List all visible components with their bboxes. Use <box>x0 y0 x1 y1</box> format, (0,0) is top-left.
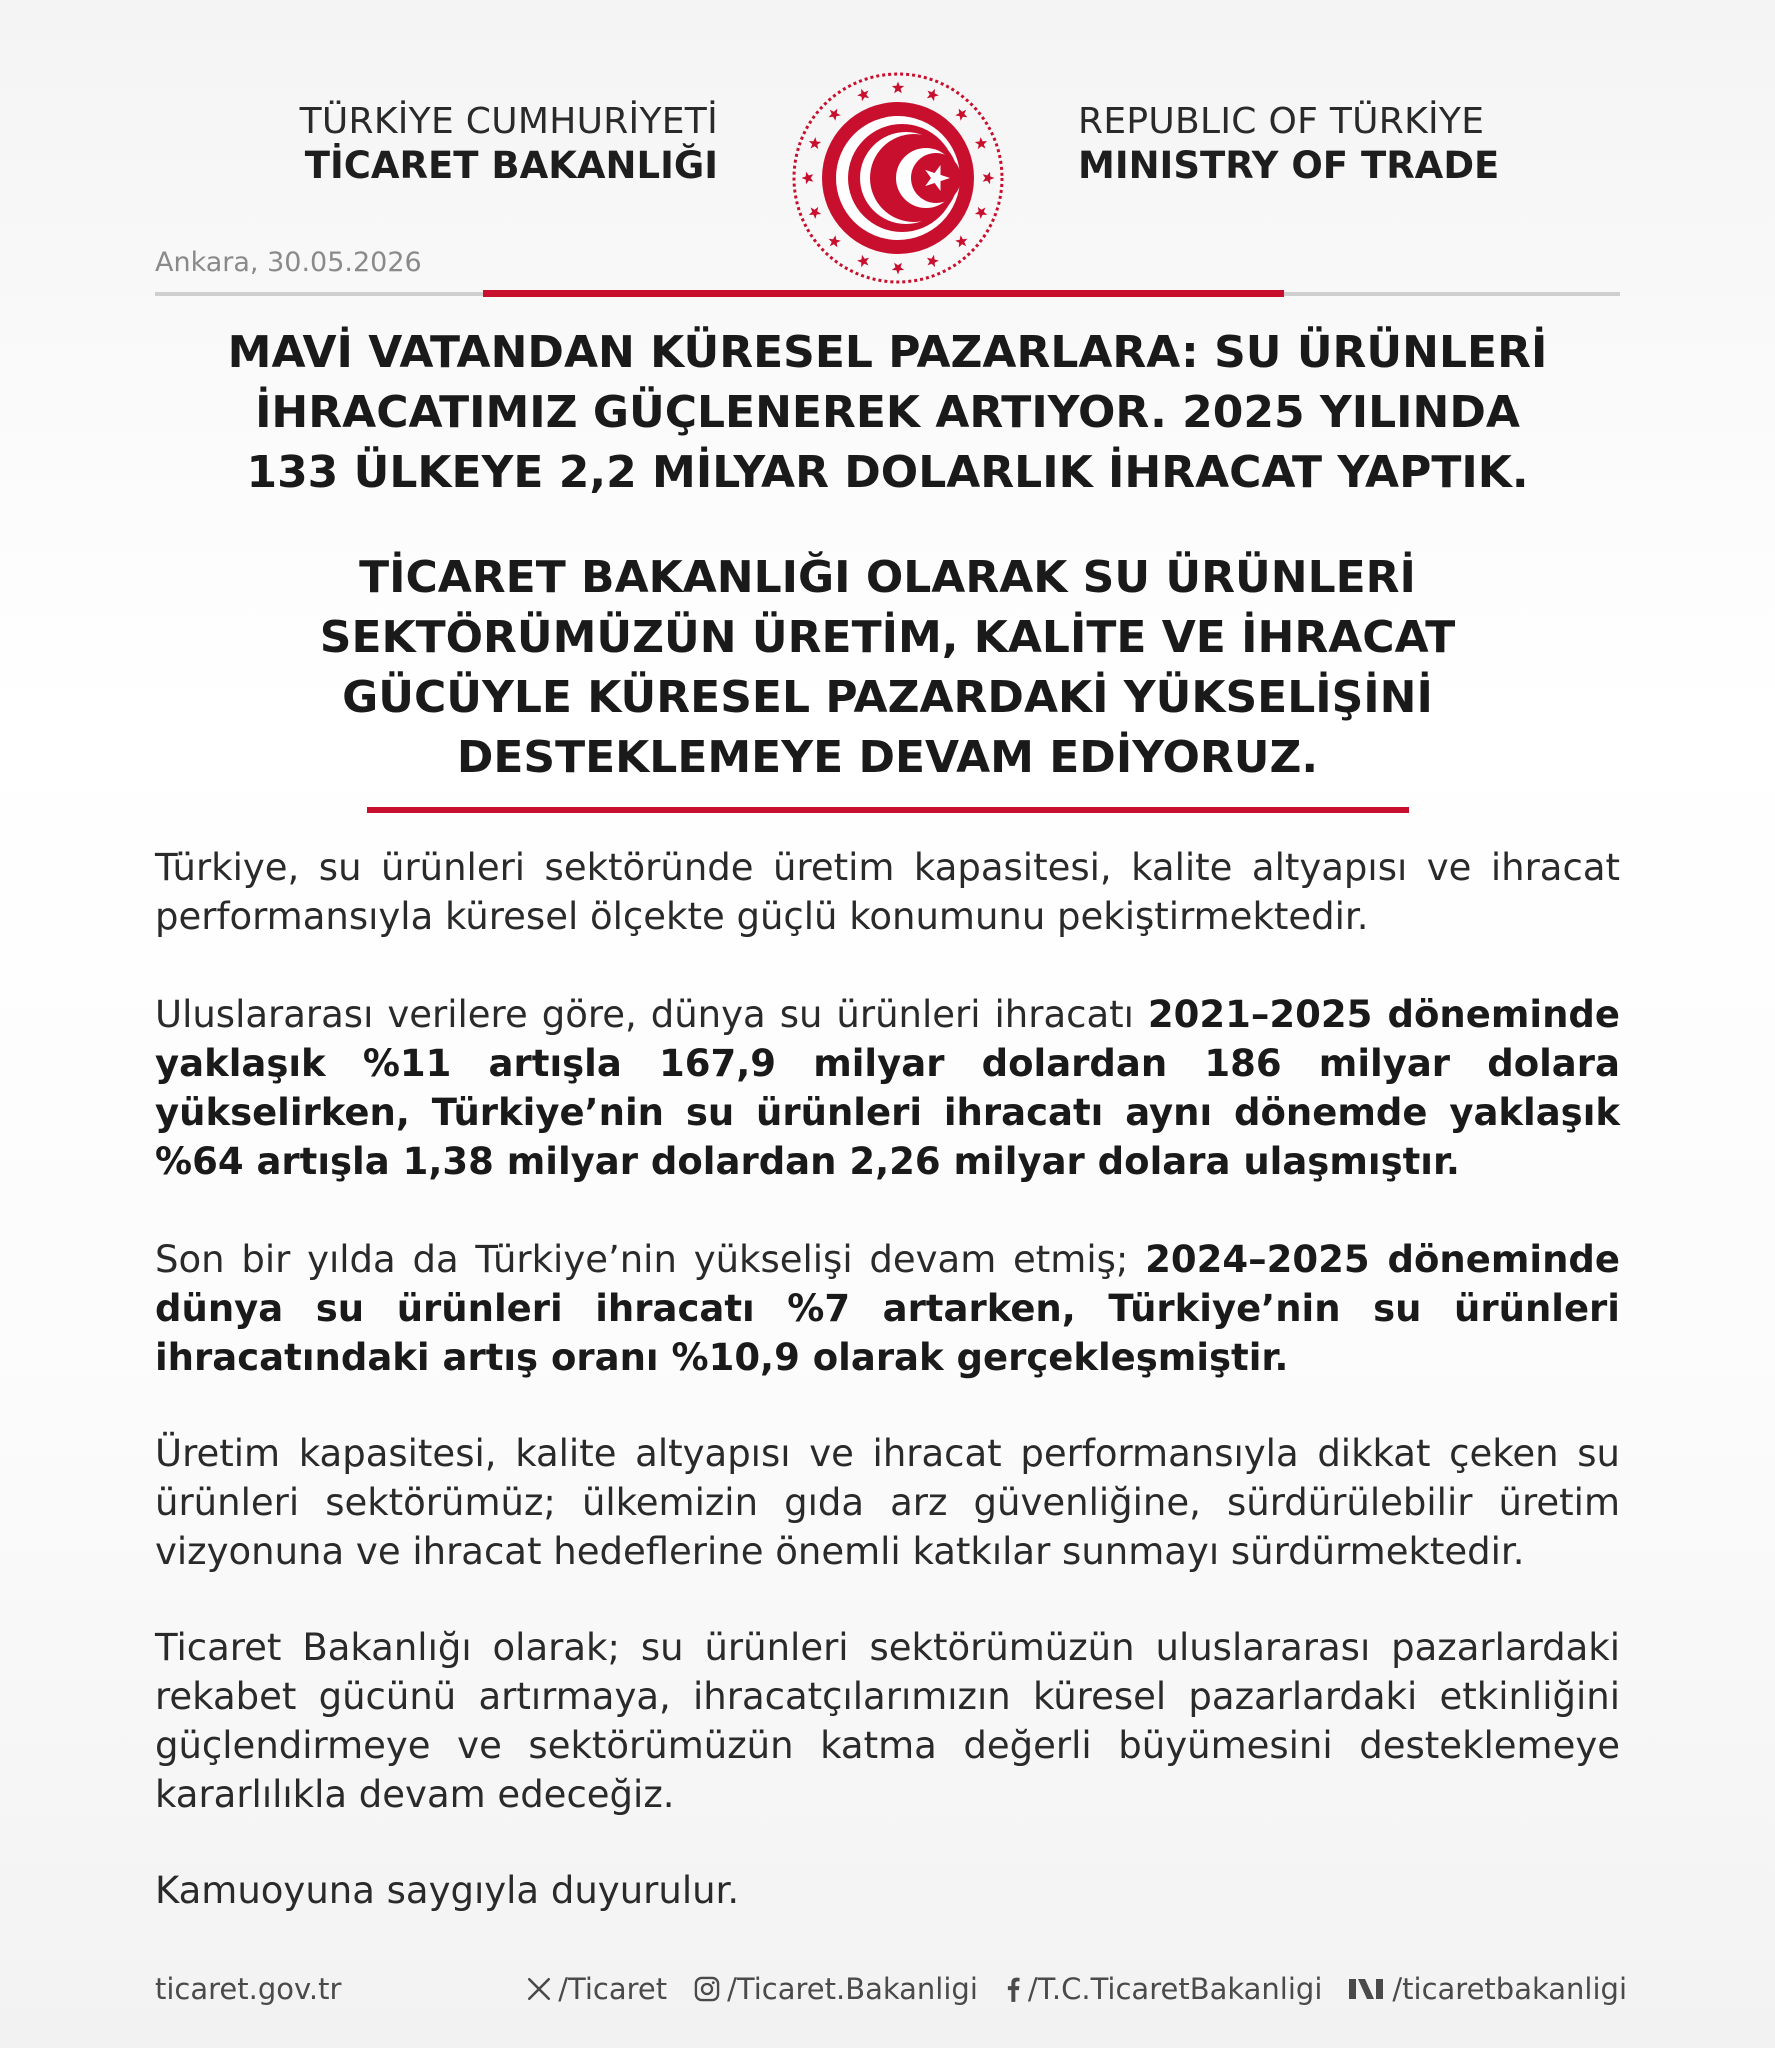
footer <box>0 1968 1775 2018</box>
ministry-name-tr: TİCARET BAKANLIĞI <box>304 144 718 187</box>
paragraph-2-emphasis: 2021–2025 döneminde yaklaşık %11 artışla 167,9 milyar dolardan 186 milyar dolara yükselirken, Türkiye’nin su ürünleri ihracatı aynı dönemde yaklaşık %64 artışla 1,38 milyar dolardan 2,26 milyar dolara ulaşmıştır. <box>155 993 1620 1183</box>
x-icon <box>526 1976 552 2002</box>
paragraph-3-emphasis: 2024–2025 döneminde dünya su ürünleri ihracatı %7 artarken, Türkiye’nin su ürünleri ihracatındaki artış oranı %10,9 olarak gerçekleşmiştir. <box>155 1238 1620 1379</box>
emblem-star <box>802 172 814 184</box>
facebook-handle: /T.C.TicaretBakanligi <box>1027 1972 1323 2006</box>
social-links <box>526 1972 1627 2006</box>
headline-line: 133 ÜLKEYE 2,2 MİLYAR DOLARLIK İHRACAT YAPTIK. <box>246 447 1529 498</box>
emblem-star <box>857 89 869 101</box>
instagram-handle: /Ticaret.Bakanligi <box>727 1972 978 2006</box>
sub-headline <box>120 548 1655 788</box>
paragraph-3-text: Son bir yılda da Türkiye’nin yükselişi devam etmiş; <box>155 1238 1146 1281</box>
letterhead <box>0 70 1775 250</box>
emblem-star <box>892 82 904 94</box>
emblem-star <box>829 109 841 121</box>
republic-name-tr: TÜRKİYE CUMHURİYETİ <box>299 101 718 142</box>
paragraph-2 <box>155 990 1620 1186</box>
emblem-star <box>975 207 987 219</box>
x-link[interactable] <box>526 1972 667 2006</box>
headline-line: TİCARET BAKANLIĞI OLARAK SU ÜRÜNLERİ <box>359 552 1416 603</box>
emblem-star <box>809 207 821 219</box>
letterhead-english <box>1078 100 1499 188</box>
facebook-icon <box>1004 1975 1022 2003</box>
nsosyal-icon <box>1348 1976 1386 2002</box>
emblem-star <box>927 255 939 267</box>
emblem-star <box>857 255 869 267</box>
press-release-date: Ankara, 30.05.2026 <box>155 247 422 278</box>
ministry-name-en: MINISTRY OF TRADE <box>1078 144 1500 187</box>
headline-divider <box>367 807 1409 813</box>
headline-line: SEKTÖRÜMÜZÜN ÜRETİM, KALİTE VE İHRACAT <box>319 612 1456 663</box>
paragraph-1: Türkiye, su ürünleri sektöründe üretim kapasitesi, kalite altyapısı ve ihracat performansıyla küresel ölçekte güçlü konumunu pekiştirmektedir. <box>155 846 1620 938</box>
nsosyal-handle: /ticaretbakanligi <box>1392 1972 1627 2006</box>
paragraph-2-text: Uluslararası verilere göre, dünya su ürünleri ihracatı <box>155 993 1148 1036</box>
main-headline <box>120 323 1655 503</box>
nsosyal-link[interactable] <box>1348 1972 1627 2006</box>
ministry-emblem-icon <box>790 70 1006 286</box>
emblem-star <box>955 109 967 121</box>
closing-line: Kamuoyuna saygıyla duyurulur. <box>155 1869 740 1912</box>
headline-line: İHRACATIMIZ GÜÇLENEREK ARTIYOR. 2025 YILINDA <box>255 387 1520 438</box>
facebook-link[interactable] <box>1004 1972 1323 2006</box>
headline-line: DESTEKLEMEYE DEVAM EDİYORUZ. <box>456 732 1319 783</box>
headline-line: GÜCÜYLE KÜRESEL PAZARDAKİ YÜKSELİŞİNİ <box>342 672 1433 723</box>
instagram-link[interactable] <box>693 1972 978 2006</box>
paragraph-3 <box>155 1235 1620 1382</box>
x-handle: /Ticaret <box>558 1972 668 2006</box>
emblem-star <box>892 263 904 275</box>
paragraph-4: Üretim kapasitesi, kalite altyapısı ve ihracat performansıyla dikkat çeken su ürünleri sektörümüz; ülkemizin gıda arz güvenliğine, sürdürülebilir üretim vizyonuna ve ihracat hedeflerine önemli katkılar sunmayı sürdürmektedir. <box>155 1432 1620 1573</box>
emblem-star <box>983 172 995 184</box>
emblem-star <box>955 235 967 247</box>
website-link[interactable]: ticaret.gov.tr <box>155 1972 342 2006</box>
emblem-star <box>809 137 821 149</box>
emblem-star <box>975 137 987 149</box>
paragraph-5: Ticaret Bakanlığı olarak; su ürünleri sektörümüzün uluslararası pazarlardaki rekabet gücünü artırmaya, ihracatçılarımızın küresel pazarlardaki etkinliğini güçlendirmeye ve sektörümüzün katma değerli büyümesini desteklemeye kararlılıkla devam edeceğiz. <box>155 1626 1620 1816</box>
emblem-star <box>927 89 939 101</box>
letterhead-turkish <box>300 100 718 188</box>
emblem-star <box>829 235 841 247</box>
instagram-icon <box>693 1975 721 2003</box>
republic-name-en: REPUBLIC OF TÜRKİYE <box>1078 101 1485 142</box>
header-accent-divider <box>483 290 1284 297</box>
headline-line: MAVİ VATANDAN KÜRESEL PAZARLARA: SU ÜRÜNLERİ <box>227 327 1548 378</box>
